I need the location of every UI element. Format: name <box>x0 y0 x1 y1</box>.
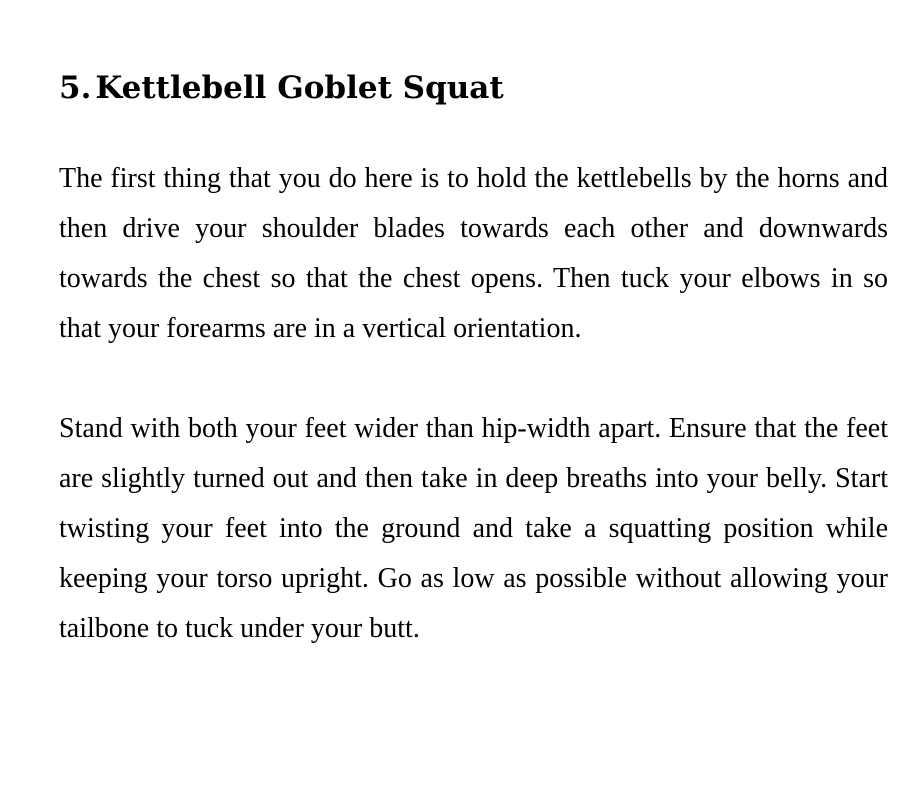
document-page <box>59 66 888 654</box>
body-paragraph-1: The first thing that you do here is to hold the kettlebells by the horns and then drive your shoulder blades towards each other and downwards towards the chest so that the chest opens. Then tuck your elbows in so that your forearms are in a vertical orientation. <box>59 163 888 344</box>
section-number: 5. <box>59 70 92 106</box>
section-title: Kettlebell Goblet Squat <box>95 70 504 106</box>
section-heading <box>59 66 888 110</box>
body-paragraph-2: Stand with both your feet wider than hip-width apart. Ensure that the feet are slightly turned out and then take in deep breaths into your belly. Start twisting your feet into the ground and take a squatting position while keeping your torso upright. Go as low as possible without allowing your tailbone to tuck under your butt. <box>59 413 888 644</box>
